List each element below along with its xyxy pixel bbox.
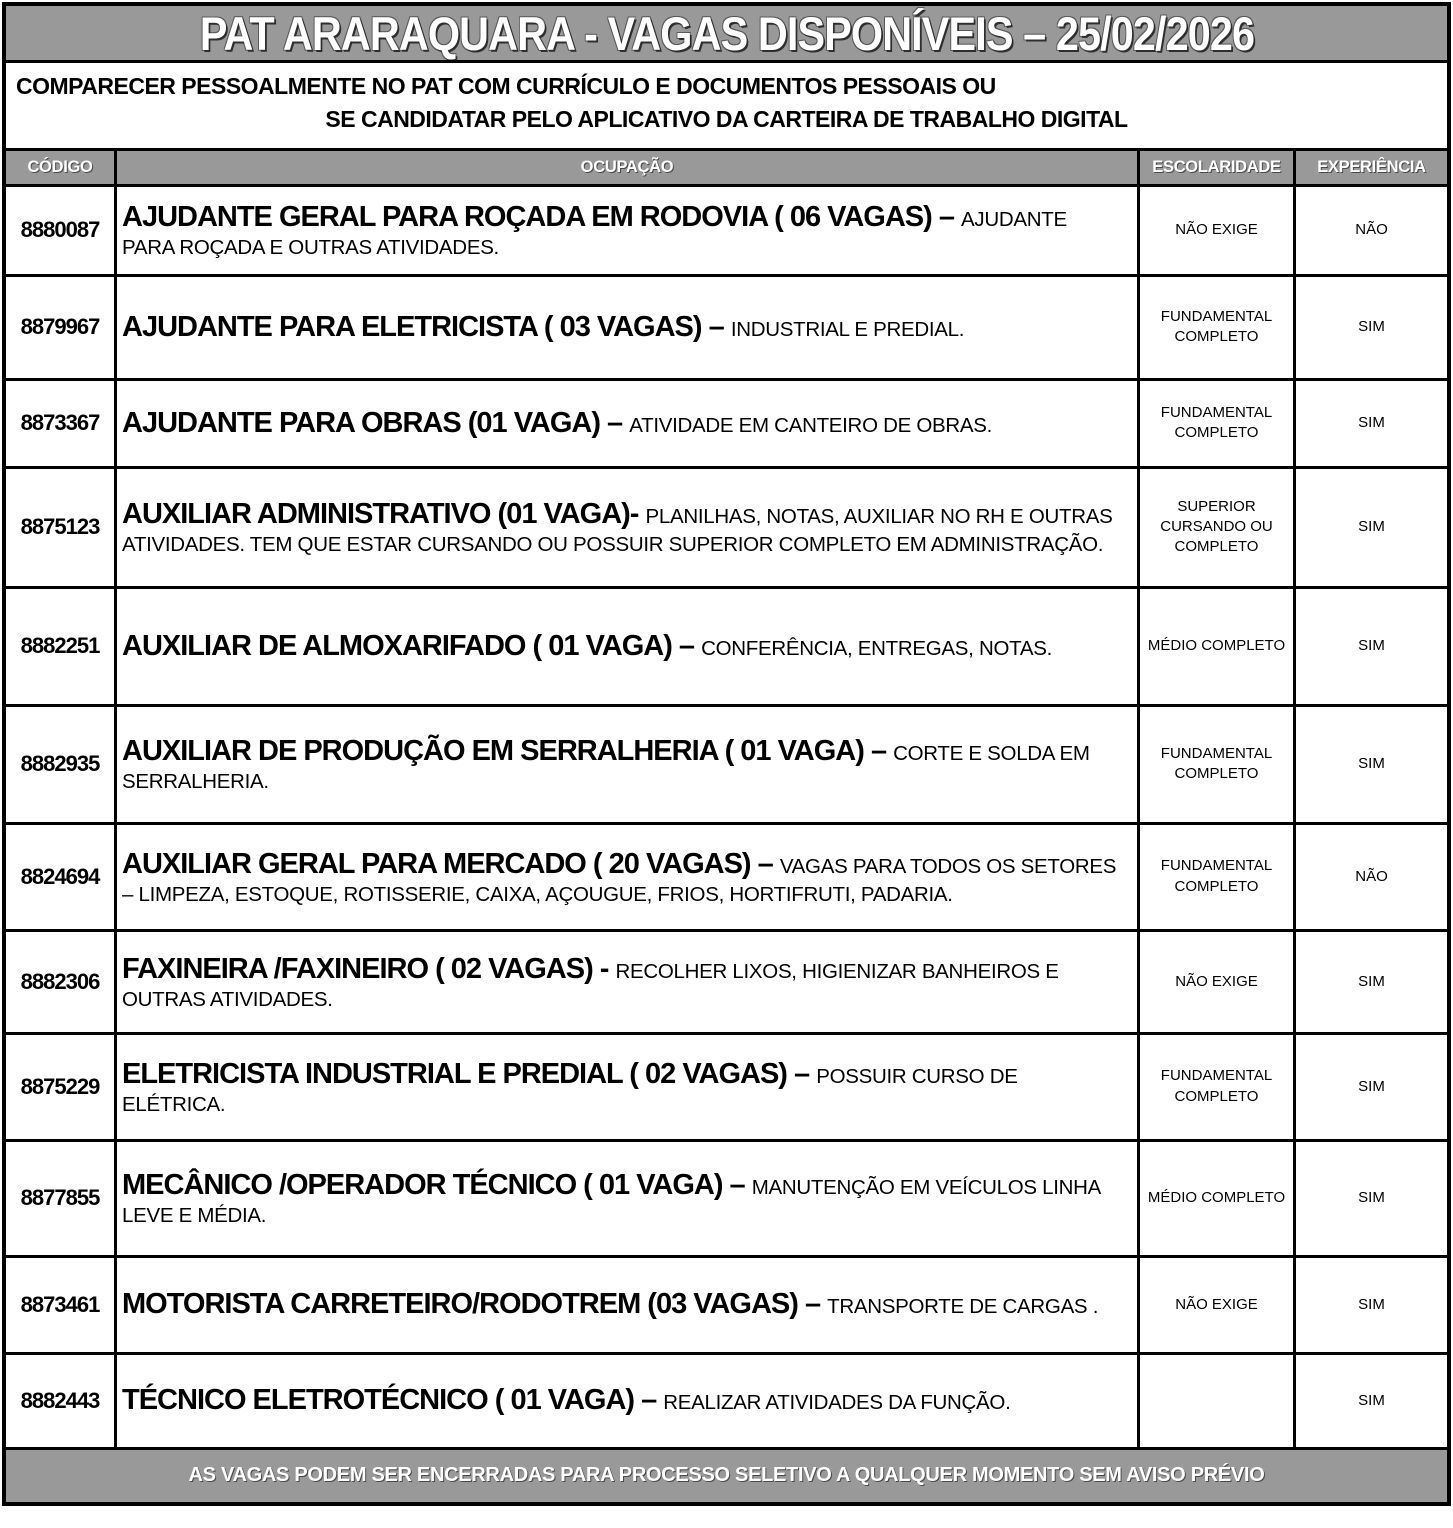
job-occupation-cell [117,277,1140,378]
job-occupation-text [122,310,964,345]
job-experience: SIM [1358,755,1385,773]
job-occupation-text [122,1287,1098,1322]
job-description: PLANILHAS, NOTAS, AUXILIAR NO RH E OUTRAS ATIVIDADES. TEM QUE ESTAR CURSANDO OU POSSUIR SUPERIOR COMPLETO EM ADMINISTRAÇÃO. [122,505,1113,557]
job-experience: SIM [1358,972,1385,990]
table-row [6,825,1447,932]
table-row [6,932,1447,1035]
job-occupation-text [122,1057,1123,1117]
job-code: 8882443 [6,1355,117,1447]
job-occupation-cell [117,187,1140,274]
table-row [6,707,1447,825]
job-description: POSSUIR CURSO DE ELÉTRICA. [122,1064,1018,1116]
job-experience: SIM [1358,518,1385,536]
job-description: RECOLHER LIXOS, HIGIENIZAR BANHEIROS E OUTRAS ATIVIDADES. [122,959,1059,1011]
job-title: AJUDANTE PARA ELETRICISTA ( 03 VAGAS) – [122,310,731,343]
job-code: 8880087 [6,187,117,274]
job-code: 8882306 [6,932,117,1032]
table-header-row [6,151,1447,187]
job-occupation-cell [117,381,1140,466]
job-title: ELETRICISTA INDUSTRIAL E PREDIAL ( 02 VAGAS) – [122,1057,817,1090]
instructions-line-1: COMPARECER PESSOALMENTE NO PAT COM CURRÍCULO E DOCUMENTOS PESSOAIS OU [16,73,996,99]
job-experience: SIM [1358,414,1385,432]
job-title: AUXILIAR DE ALMOXARIFADO ( 01 VAGA) – [122,629,702,662]
table-row [6,1258,1447,1355]
job-code: 8873461 [6,1258,117,1352]
job-title: MOTORISTA CARRETEIRO/RODOTREM (03 VAGAS) – [122,1288,828,1320]
footer-notice-bar [6,1450,1447,1502]
job-description: AJUDANTE PARA ROÇADA E OUTRAS ATIVIDADES. [122,208,1067,260]
job-occupation-cell [117,469,1140,586]
job-description: REALIZAR ATIVIDADES DA FUNÇÃO. [663,1391,1011,1414]
job-occupation-cell [117,1355,1140,1447]
column-header-codigo: CÓDIGO [6,151,117,184]
job-description: MANUTENÇÃO EM VEÍCULOS LINHA LEVE E MÉDIA. [122,1176,1100,1228]
job-occupation-text [122,200,1123,260]
job-title: FAXINEIRA /FAXINEIRO ( 02 VAGAS) - [122,952,616,985]
job-occupation-text [122,1383,1010,1418]
table-row [6,1355,1447,1450]
job-code: 8877855 [6,1142,117,1255]
job-education: NÃO EXIGE [1140,932,1296,1032]
job-occupation-cell [117,932,1140,1032]
job-education: NÃO EXIGE [1140,1258,1296,1352]
job-education: MÉDIO COMPLETO [1140,1142,1296,1255]
job-education: FUNDAMENTAL COMPLETO [1140,1035,1296,1139]
title-bar [6,6,1447,63]
column-header-experiencia: EXPERIÊNCIA [1317,157,1426,176]
job-education: MÉDIO COMPLETO [1140,589,1296,704]
job-code: 8875123 [6,469,117,586]
job-title: AJUDANTE GERAL PARA ROÇADA EM RODOVIA ( 06 VAGAS) – [122,201,962,233]
job-education: FUNDAMENTAL COMPLETO [1140,707,1296,822]
page-title: PAT ARARAQUARA - VAGAS DISPONÍVEIS – 25/02/2026 [199,6,1254,60]
table-row [6,277,1447,381]
vacancy-bulletin [2,2,1451,1506]
job-occupation-text [122,629,1052,664]
job-code: 8875229 [6,1035,117,1139]
job-education: FUNDAMENTAL COMPLETO [1140,825,1296,929]
job-description: VAGAS PARA TODOS OS SETORES – LIMPEZA, ESTOQUE, ROTISSERIE, CAIXA, AÇOUGUE, FRIOS, HORTIFRUTI, PADARIA. [122,854,1117,906]
job-education: FUNDAMENTAL COMPLETO [1140,381,1296,466]
table-row [6,381,1447,469]
job-title: TÉCNICO ELETROTÉCNICO ( 01 VAGA) – [122,1384,664,1416]
job-occupation-text [122,497,1123,557]
job-experience: NÃO [1355,867,1388,885]
job-experience: SIM [1358,1391,1385,1409]
job-experience: SIM [1358,1077,1385,1095]
job-description: CONFERÊNCIA, ENTREGAS, NOTAS. [701,636,1052,660]
job-education: NÃO EXIGE [1140,187,1296,274]
job-experience: NÃO [1355,221,1388,239]
job-occupation-text [122,847,1123,907]
footer-notice: AS VAGAS PODEM SER ENCERRADAS PARA PROCESSO SELETIVO A QUALQUER MOMENTO SEM AVISO PRÉVIO [188,1464,1265,1487]
job-title: AUXILIAR GERAL PARA MERCADO ( 20 VAGAS) – [122,847,780,880]
job-occupation-cell [117,707,1140,822]
job-occupation-text [122,952,1123,1012]
column-header-ocupacao: OCUPAÇÃO [117,151,1140,184]
table-row [6,469,1447,589]
job-description: CORTE E SOLDA EM SERRALHERIA. [122,742,1090,794]
job-title: MECÂNICO /OPERADOR TÉCNICO ( 01 VAGA) – [122,1169,752,1201]
table-row [6,1035,1447,1142]
job-experience: SIM [1358,1295,1385,1313]
job-description: ATIVIDADE EM CANTEIRO DE OBRAS. [629,413,993,437]
job-occupation-cell [117,1142,1140,1255]
instructions-line-2: SE CANDIDATAR PELO APLICATIVO DA CARTEIRA DE TRABALHO DIGITAL [325,106,1128,133]
job-title: AUXILIAR DE PRODUÇÃO EM SERRALHERIA ( 01 VAGA) – [122,735,894,767]
job-code: 8879967 [6,277,117,378]
job-code: 8873367 [6,381,117,466]
job-occupation-cell [117,589,1140,704]
job-experience: SIM [1358,1189,1385,1207]
job-code: 8882935 [6,707,117,822]
job-occupation-cell [117,1035,1140,1139]
job-description: INDUSTRIAL E PREDIAL. [730,317,965,341]
job-code: 8824694 [6,825,117,929]
job-experience: SIM [1358,637,1385,655]
job-code: 8882251 [6,589,117,704]
column-header-escolaridade: ESCOLARIDADE [1140,151,1296,184]
job-occupation-cell [117,1258,1140,1352]
job-description: TRANSPORTE DE CARGAS . [827,1295,1099,1318]
instructions-block [6,63,1447,151]
job-occupation-cell [117,825,1140,929]
job-education [1140,1355,1296,1447]
job-title: AJUDANTE PARA OBRAS (01 VAGA) – [122,406,630,439]
job-title: AUXILIAR ADMINISTRATIVO (01 VAGA)- [122,498,646,530]
job-education: FUNDAMENTAL COMPLETO [1140,277,1296,378]
job-education: SUPERIOR CURSANDO OU COMPLETO [1140,469,1296,586]
table-row [6,1142,1447,1258]
table-row [6,187,1447,277]
job-experience: SIM [1358,318,1385,336]
job-occupation-text [122,406,992,441]
table-body [6,187,1447,1450]
table-row [6,589,1447,707]
job-occupation-text [122,1168,1123,1228]
job-occupation-text [122,734,1123,794]
